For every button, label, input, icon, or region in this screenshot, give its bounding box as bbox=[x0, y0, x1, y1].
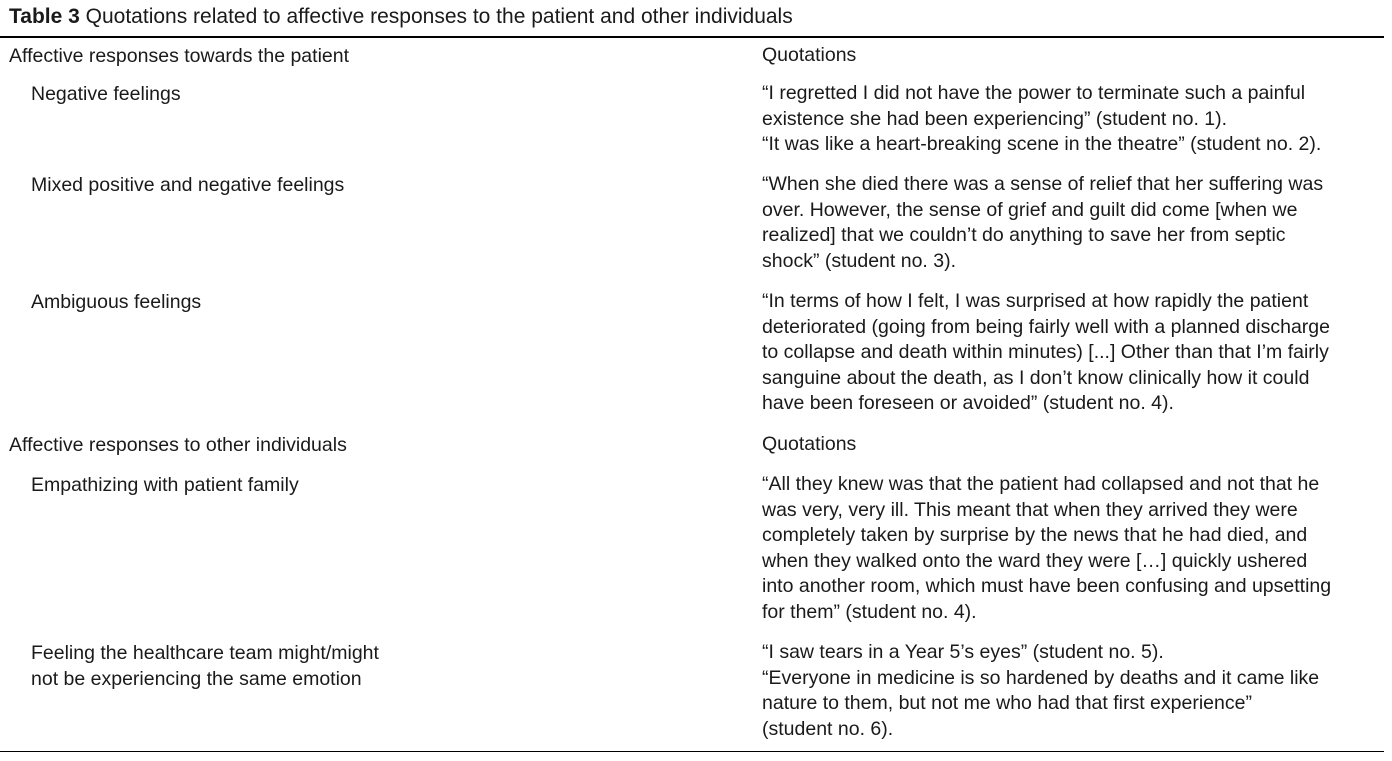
category-cell: Mixed positive and negative feelings bbox=[31, 174, 345, 196]
section-header: Affective responses towards the patient bbox=[9, 45, 350, 67]
table-bottom-rule bbox=[0, 751, 1384, 752]
category-cell: Feeling the healthcare team might/might not be experiencing the same emotion bbox=[31, 642, 379, 690]
quotation-cell: “I saw tears in a Year 5’s eyes” (student no. 5). “Everyone in medicine is so hardened by deaths and it came like nature to them, but not me who had that first experience” (student no. 6). bbox=[762, 641, 1320, 740]
table-top-rule bbox=[0, 36, 1384, 38]
category-cell: Negative feelings bbox=[31, 83, 181, 105]
category-cell: Empathizing with patient family bbox=[31, 474, 299, 496]
quotation-cell: “All they knew was that the patient had collapsed and not that he was very, very ill. This meant that when they arrived they were completely taken by surprise by the news that he had died, and when they walked onto the ward they were […] quickly ushered into another room, which must have been confusing and upsetting for them” (student no. 4). bbox=[762, 473, 1332, 623]
category-cell: Ambiguous feelings bbox=[31, 291, 202, 313]
quotation-cell: “In terms of how I felt, I was surprised at how rapidly the patient deteriorated (going from being fairly well with a planned discharge to collapse and death within minutes) [...] Other than that I’m fairly sanguine about the death, as I don’t know clinically how it could have been foreseen or avoided” (student no. 4). bbox=[762, 290, 1330, 415]
quotations-header: Quotations bbox=[762, 433, 857, 455]
table-label: Table 3 bbox=[9, 5, 80, 28]
quotations-header: Quotations bbox=[762, 44, 857, 66]
section-header: Affective responses to other individuals bbox=[9, 434, 347, 456]
quotation-cell: “I regretted I did not have the power to terminate such a painful existence she had been experiencing” (student no. 1). “It was like a heart-breaking scene in the theatre” (student no. 2). bbox=[762, 82, 1322, 156]
table-caption bbox=[9, 4, 1384, 30]
quotation-cell: “When she died there was a sense of relief that her suffering was over. However, the sense of grief and guilt did come [when we realized] that we couldn’t do anything to save her from septic shock” (student no. 3). bbox=[762, 173, 1324, 272]
table-caption-text: Quotations related to affective responses to the patient and other individuals bbox=[85, 5, 793, 28]
